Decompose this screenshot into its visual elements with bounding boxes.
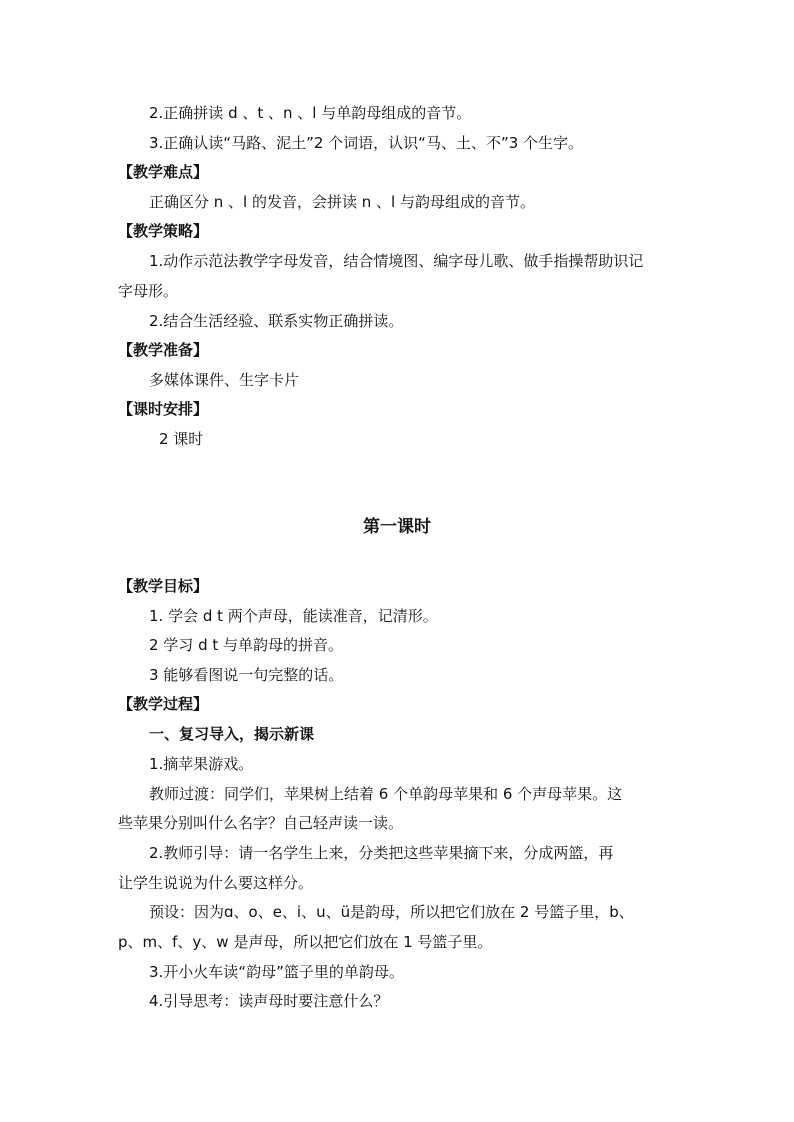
preparation-text: 多媒体课件、生字卡片 <box>149 371 300 389</box>
difficulty-heading: 【教学难点】 <box>118 163 209 181</box>
schedule-heading: 【课时安排】 <box>118 400 209 418</box>
strategy-item2: 2.结合生活经验、联系实物正确拼读。 <box>149 312 404 330</box>
strategy-item1-line1: 1.动作示范法教学字母发音，结合情境图、编字母儿歌、做手指操帮助识记 <box>149 252 644 270</box>
objective-3: 3.正确认读“马路、泥土”2 个词语，认识“马、土、不”3 个生字。 <box>149 134 584 152</box>
step2-line1: 2.教师引导：请一名学生上来，分类把这些苹果摘下来，分成两篮，再 <box>149 844 614 862</box>
process-step1: 1.摘苹果游戏。 <box>149 755 254 773</box>
step2-line2: 让学生说说为什么要这样分。 <box>118 874 314 892</box>
objective-2: 2.正确拼读 d 、t 、n 、l 与单韵母组成的音节。 <box>149 104 472 122</box>
preparation-heading: 【教学准备】 <box>118 341 209 359</box>
transition-line2: 些苹果分别叫什么名字？自己轻声读一读。 <box>118 814 404 832</box>
transition-line1: 教师过渡：同学们，苹果树上结着 6 个单韵母苹果和 6 个声母苹果。这 <box>149 785 623 803</box>
objectives-heading: 【教学目标】 <box>118 577 209 595</box>
strategy-item1-line2: 字母形。 <box>118 282 179 300</box>
strategy-heading: 【教学策略】 <box>118 222 209 240</box>
process-part1-heading: 一、复习导入，揭示新课 <box>149 725 315 743</box>
difficulty-text: 正确区分 n 、l 的发音，会拼读 n 、l 与韵母组成的音节。 <box>149 193 535 211</box>
process-heading: 【教学过程】 <box>118 695 209 713</box>
lesson-title: 第一课时 <box>363 517 431 537</box>
schedule-text: 2 课时 <box>159 430 204 448</box>
lesson-objective-3: 3 能够看图说一句完整的话。 <box>149 666 344 684</box>
preset-line1: 预设：因为ɑ、o、e、i、u、ü是韵母，所以把它们放在 2 号篮子里，b、 <box>149 903 634 921</box>
process-step3: 3.开小火车读“韵母”篮子里的单韵母。 <box>149 963 404 981</box>
process-step4: 4.引导思考：读声母时要注意什么？ <box>149 992 389 1010</box>
preset-line2: p、m、f、y、w 是声母，所以把它们放在 1 号篮子里。 <box>118 933 493 951</box>
lesson-objective-2: 2 学习 d t 与单韵母的拼音。 <box>149 636 344 654</box>
lesson-objective-1: 1. 学会 d t 两个声母，能读准音，记清形。 <box>149 607 438 625</box>
